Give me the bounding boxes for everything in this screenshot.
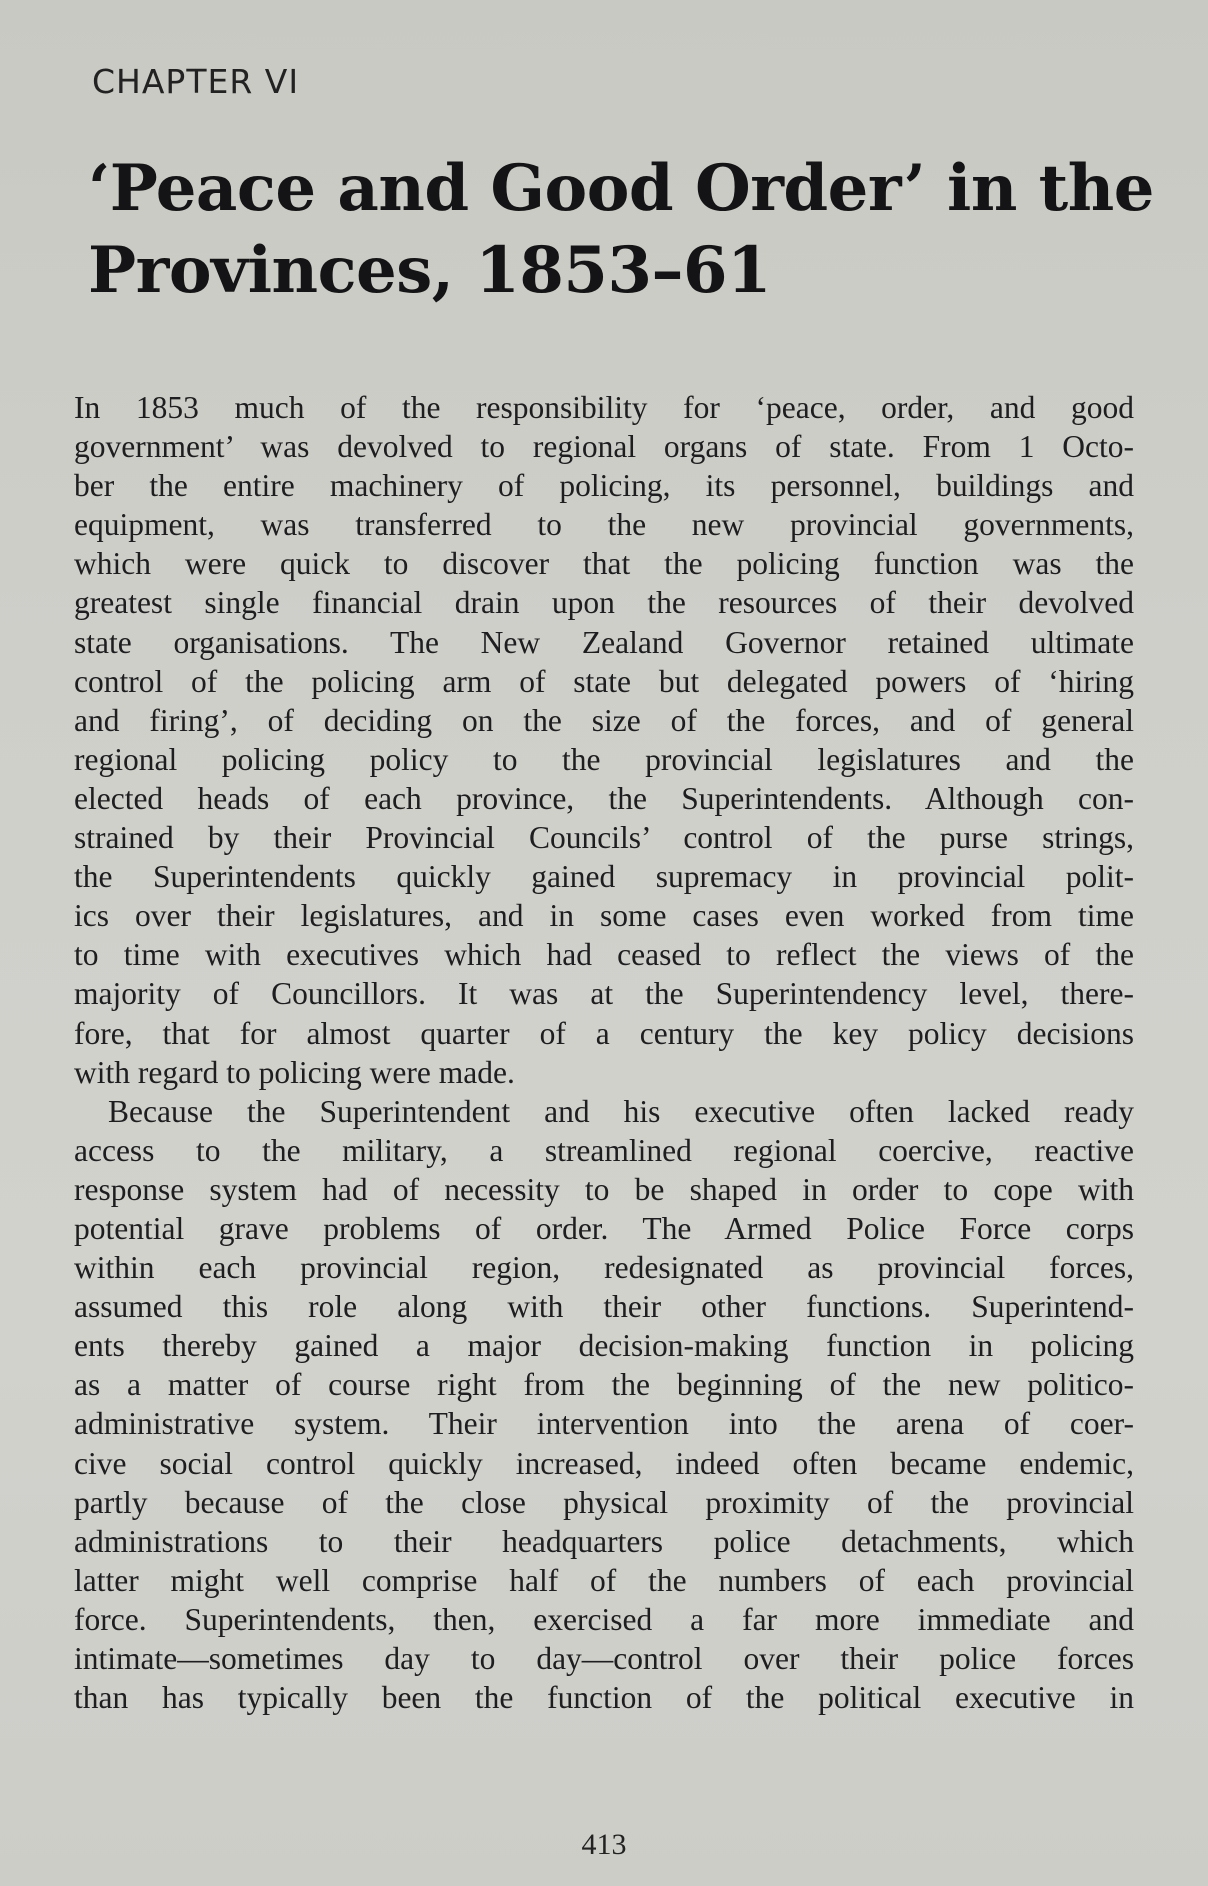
text-line: majority of Councillors. It was at the Superintendency level, there- — [74, 976, 1134, 1012]
text-line: and firing’, of deciding on the size of the forces, and of general — [74, 702, 1134, 738]
text-line: intimate—sometimes day to day—control over their police forces — [74, 1641, 1134, 1676]
chapter-title — [88, 148, 1154, 312]
text-line: access to the military, a streamlined regional coercive, reactive — [74, 1132, 1134, 1168]
text-line: elected heads of each province, the Superintendents. Although con- — [74, 780, 1134, 816]
text-line: assumed this role along with their other functions. Superintend- — [74, 1289, 1134, 1325]
text-line: ber the entire machinery of policing, its personnel, buildings and — [74, 468, 1134, 504]
paragraph-2 — [74, 1092, 1134, 1718]
text-line: control of the policing arm of state but delegated powers of ‘hiring — [74, 663, 1134, 699]
text-line: force. Superintendents, then, exercised a far more immediate and — [74, 1601, 1134, 1637]
text-line: partly because of the close physical proximity of the provincial — [74, 1484, 1134, 1520]
text-line: cive social control quickly increased, indeed often became endemic, — [74, 1445, 1134, 1481]
text-line: to time with executives which had ceased to reflect the views of the — [74, 937, 1134, 973]
text-line: which were quick to discover that the policing function was the — [74, 546, 1134, 582]
chapter-title-line: ‘Peace and Good Order’ in the — [88, 151, 1154, 226]
chapter-title-line: Provinces, 1853–61 — [88, 233, 772, 308]
body-text — [74, 388, 1134, 1717]
text-line: the Superintendents quickly gained supremacy in provincial polit- — [74, 859, 1134, 895]
text-line: potential grave problems of order. The Armed Police Force corps — [74, 1210, 1134, 1246]
page-number: 413 — [581, 1828, 627, 1861]
text-line: latter might well comprise half of the numbers of each provincial — [74, 1562, 1134, 1598]
text-line: strained by their Provincial Councils’ control of the purse strings, — [74, 820, 1134, 856]
text-line: with regard to policing were made. — [74, 1054, 515, 1090]
text-line: administrative system. Their intervention into the arena of coer- — [74, 1406, 1134, 1442]
text-line: government’ was devolved to regional organs of state. From 1 Octo- — [74, 429, 1134, 465]
text-line: as a matter of course right from the beginning of the new politico- — [74, 1367, 1134, 1403]
text-line: equipment, was transferred to the new provincial governments, — [74, 507, 1134, 543]
text-line: ics over their legislatures, and in some cases even worked from time — [74, 898, 1134, 934]
chapter-label: CHAPTER VI — [92, 62, 300, 101]
text-line: response system had of necessity to be shaped in order to cope with — [74, 1171, 1134, 1207]
text-line: state organisations. The New Zealand Governor retained ultimate — [74, 624, 1134, 660]
paragraph-1 — [74, 388, 1134, 1092]
text-line: Because the Superintendent and his executive often lacked ready — [108, 1093, 1134, 1129]
text-line: greatest single financial drain upon the resources of their devolved — [74, 585, 1134, 621]
text-line: within each provincial region, redesignated as provincial forces, — [74, 1250, 1134, 1286]
text-line: than has typically been the function of the political executive in — [74, 1680, 1134, 1716]
text-line: regional policing policy to the provincial legislatures and the — [74, 741, 1134, 777]
text-line: ents thereby gained a major decision-making function in policing — [74, 1328, 1134, 1364]
text-line: In 1853 much of the responsibility for ‘peace, order, and good — [74, 390, 1134, 425]
text-line: administrations to their headquarters police detachments, which — [74, 1523, 1134, 1559]
text-line: fore, that for almost quarter of a century the key policy decisions — [74, 1015, 1134, 1051]
